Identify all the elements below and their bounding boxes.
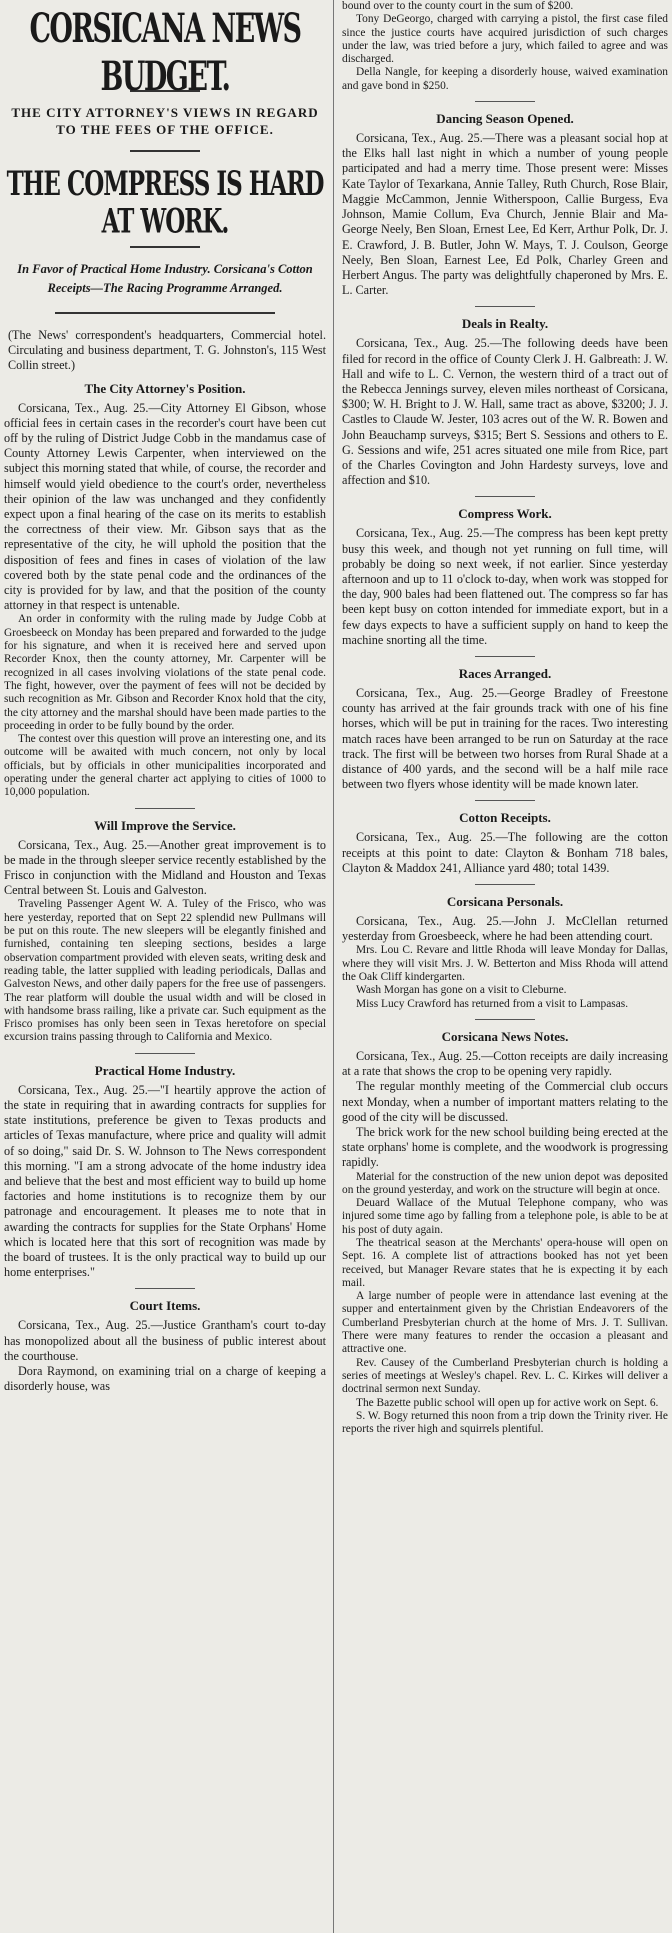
rule bbox=[135, 1053, 195, 1054]
section-title: Cotton Receipts. bbox=[459, 810, 551, 826]
masthead: CORSICANA NEWS BUDGET. bbox=[29, 6, 301, 101]
section-title: Dancing Season Opened. bbox=[436, 111, 574, 127]
section-city-attorney bbox=[0, 380, 330, 800]
court-items-continued bbox=[338, 0, 672, 93]
section-cotton-receipts bbox=[338, 809, 672, 876]
section-title: Will Improve the Service. bbox=[94, 817, 236, 833]
deck-city-attorney: THE CITY ATTORNEY'S VIEWS IN REGARD TO THE FEES OF THE OFFICE. bbox=[11, 105, 319, 137]
rule bbox=[475, 1019, 535, 1020]
paragraph: Corsicana, Tex., Aug. 25.—"I heartily approve the action of the state in requiring that in awarding contracts for supplies for state institutions, preference be given to Texas products and articles of Texas manufacture, where price and quality will admit of so doing," said Dr. S. W. Johnson to The News correspondent this morning. "I am a strong advocate of the home industry idea and believe that the best and most efficient way to build up home factories and home institutions is to recognize them by our patronage and encouragement. It pleases me to note that in awarding the contracts for supplies for the State Orphans' Home which is located here that this sort of recognition was made by the board of trustees. It is the only practical way to build up our home enterprises." bbox=[4, 1082, 326, 1280]
section-title: Races Arranged. bbox=[458, 665, 552, 681]
paragraph: Corsicana, Tex., Aug. 25.—Cotton receipts are daily increasing at a rate that shows the crop to be opening very rapidly. bbox=[342, 1048, 668, 1079]
paragraph: The brick work for the new school building being erected at the state orphans' home is complete, and the woodwork is progressing rapidly. bbox=[342, 1124, 668, 1170]
rule bbox=[135, 808, 195, 809]
rule bbox=[55, 312, 275, 314]
paragraph: Della Nangle, for keeping a disorderly house, waived examination and gave bond in $250. bbox=[342, 66, 668, 92]
left-column bbox=[0, 0, 330, 1933]
section-title: Compress Work. bbox=[458, 506, 552, 522]
rule bbox=[475, 656, 535, 657]
section-title: Corsicana Personals. bbox=[446, 894, 564, 909]
section-compress bbox=[338, 505, 672, 648]
paragraph: Corsicana, Tex., Aug. 25.—John J. McClellan returned yesterday from Groesbeeck, where he had been attending court. bbox=[342, 914, 668, 944]
paragraph: Material for the construction of the new union depot was deposited on the ground yesterday, and work on the structure will begin at once. bbox=[342, 1170, 668, 1196]
paragraph: Miss Lucy Crawford has returned from a visit to Lampasas. bbox=[356, 997, 629, 1010]
paragraph: bound over to the county court in the sum of $200. bbox=[342, 0, 574, 12]
rule bbox=[475, 101, 535, 102]
column-divider bbox=[333, 0, 334, 1933]
paragraph: Corsicana, Tex., Aug. 25.—Justice Grantham's court to-day has monopolized about all the business of public interest about the courthouse. bbox=[4, 1318, 326, 1363]
paragraph: Tony DeGeorgo, charged with carrying a pistol, the first case filed since the justice courts have acquired jurisdiction of such charges under the law, was tried before a jury, which failed to agree and was discharged. bbox=[342, 13, 668, 66]
section-home-industry bbox=[0, 1062, 330, 1281]
deck-compress: THE COMPRESS IS HARD AT WORK. bbox=[6, 164, 324, 242]
paragraph: Deuard Wallace of the Mutual Telephone company, who was injured some time ago by falling from a telephone pole, is able to be at his post of duty again. bbox=[342, 1197, 668, 1236]
paragraph: A large number of people were in attendance last evening at the supper and entertainment given by the Christian Endeavorers of the Cumberland Presbyterian church at the home of Mrs. J. T. Sullivan. There were many features to render the occasion a pleasant and attractive one. bbox=[342, 1290, 668, 1356]
paragraph: An order in conformity with the ruling made by Judge Cobb at Groesbeeck on Monday has been prepared and forwarded to the judge for his signature, and when it is received here and served upon Recorder Knox, then the county attorney, Mr. Carpenter will be recognized in all cases involving violations of the state penal code. The fight, however, over the payment of fees will not be decided by such recognition as Mr. Gibson and Recorder Knox hold that the city, the city attorney and the marshal should have been made parties to the proceeding in order to be fully bound by the order. bbox=[4, 613, 326, 732]
paragraph: Corsicana, Tex., Aug. 25.—George Bradley of Freestone county has arrived at the fair grounds track with one of his fine horses, which will be put in training for the races. Two interesting match races have been arranged to be run on Saturday at the race track. The first will be between two horses from Rural Shade at a distance of 400 yards, and the second will be a half mile race between two flyers whose identity will be made known later. bbox=[342, 685, 668, 792]
section-realty bbox=[338, 315, 672, 488]
section-title: Deals in Realty. bbox=[461, 316, 549, 332]
rule bbox=[475, 884, 535, 885]
rule bbox=[475, 306, 535, 307]
paragraph: Dora Raymond, on examining trial on a charge of keeping a disorderly house, was bbox=[4, 1363, 326, 1394]
section-title: Practical Home Industry. bbox=[94, 1062, 236, 1078]
paragraph: Rev. Causey of the Cumberland Presbyterian church is holding a series of meetings at Wesley's chapel. Rev. L. C. Kirkes will deliver a doctrinal sermon next Sunday. bbox=[342, 1356, 668, 1396]
section-court-items bbox=[0, 1297, 330, 1394]
paragraph: Corsicana, Tex., Aug. 25.—The following are the cotton receipts at this point to date: Clayton & Bonham 718 bales, Clayton & Maddox 241, Alliance yard 480; total 1439. bbox=[342, 830, 668, 875]
section-news-notes bbox=[338, 1028, 672, 1437]
rule bbox=[130, 150, 200, 152]
section-title: The City Attorney's Position. bbox=[84, 380, 246, 396]
rule bbox=[130, 246, 200, 248]
paragraph: The regular monthly meeting of the Commercial club occurs next Monday, when a number of important matters relating to the good of the city will be discussed. bbox=[342, 1079, 668, 1124]
paragraph: Corsicana, Tex., Aug. 25.—The following deeds have been filed for record in the office of County Clerk J. H. Galbreath: J. W. Hall and wife to L. C. Vernon, the western third of a tract out of the Rebecca Jennings survey, eleven miles northeast of Corsicana, $300; W. H. Bright to J. W. Hall, same tract as above, $3200; J. J. Castles to Claude W. Jester, 103 acres out of the W. R. Bowen and John Beauchamp surveys, $315; Bert S. Sessions and others to E. G. Sessions and wife, 251 acres situated one mile from Rice, part of the Charles Covington and John Hardesty surveys, love and affection and $10. bbox=[342, 336, 668, 488]
section-improve-service bbox=[0, 817, 330, 1045]
paragraph: Corsicana, Tex., Aug. 25.—There was a pleasant social hop at the Elks hall last night in which a number of young people participated and had a merry time. Those present were: Misses Kate Taylor of Texarkana, Annie Talley, Ruth Church, Rose Blair, Maggie McCammon, Jennie Witherspoon, Callie Burgess, Eva Johnson, Mamie Collum, Eva Church, Jennie Blair and Ma-George Neely, Ben Sloan, Ernest Lee, Ed Kerr, Arthur Polk, Dr. J. E. Crawford, J. B. Butler, John W. Mays, T. J. Coulson, George Neely, Ben Sloan, Earnest Lee, Ed Polk, Charley Green and Herbert Angus. The party was delightfully chaperoned by Mrs. E. L. Carter. bbox=[342, 131, 668, 298]
rule bbox=[135, 1288, 195, 1289]
section-dancing bbox=[338, 110, 672, 298]
paragraph: Corsicana, Tex., Aug. 25.—Another great improvement is to be made in the through sleeper service recently established by the Frisco in conjunction with the Midland and Houston and Texas Central between St. Louis and Galveston. bbox=[4, 837, 326, 898]
section-title: Corsicana News Notes. bbox=[441, 1028, 569, 1044]
section-title: Court Items. bbox=[129, 1298, 201, 1314]
paragraph: Wash Morgan has gone on a visit to Cleburne. bbox=[356, 984, 567, 997]
paragraph: Traveling Passenger Agent W. A. Tuley of the Frisco, who was here yesterday, reported that on Sept 22 splendid new Pullmans will be put on this route. The new sleepers will be elegantly finished and furnished, containing ten sleeping sections, besides a large observation compartment provided with eleven seats, writing desk and reading table, the latter supplied with leading periodicals, Dallas and Galveston News, and other daily papers for the free use of passengers. The rear platform will double the usual width and will be closed in with handsome brass railing, like a private car. Such equipment as the Frisco promises has only been seen in Texas heretofore on special excursion trains passing through to California and Mexico. bbox=[4, 898, 326, 1044]
paragraph: Mrs. Lou C. Revare and little Rhoda will leave Monday for Dallas, where they will visit Mrs. J. W. Betterton and Miss Rhoda will attend the Oak Cliff kindergarten. bbox=[342, 944, 668, 983]
correspondent-note: (The News' correspondent's headquarters, Commercial hotel. Circulating and business department, T. G. Johnston's, 115 West Collin street.) bbox=[8, 328, 326, 373]
deck-home-industry: In Favor of Practical Home Industry. Corsicana's Cotton Receipts—The Racing Programme Arranged. bbox=[17, 262, 313, 295]
paragraph: S. W. Bogy returned this noon from a trip down the Trinity river. He reports the river high and squirrels plentiful. bbox=[342, 1409, 668, 1436]
paragraph: Corsicana, Tex., Aug. 25.—The compress has been kept pretty busy this week, and though not yet running on full time, will probably be doing so next week, if not earlier. Since yesterday afternoon and up to 11 o'clock to-day, when work was stopped for the day, 900 bales had been flattened out. The compress so far has been kept busy on cotton intended for immediate export, but in a few days expects to have a sufficient supply on hand to keep the machine snorting all the time. bbox=[342, 526, 668, 647]
paragraph: The Bazette public school will open up for active work on Sept. 6. bbox=[356, 1396, 659, 1409]
section-personals bbox=[338, 893, 672, 1011]
rule bbox=[475, 496, 535, 497]
paragraph: Corsicana, Tex., Aug. 25.—City Attorney El Gibson, whose official fees in certain cases in the recorder's court have been cut off by the ruling of District Judge Cobb in the mandamus case of County Attorney Lewis Carpenter, when interviewed on the subject this morning stated that while, of course, the recorder and himself would yield obedience to the court's order, nevertheless their opinion of the law was unchanged and they confidently expect upon a final hearing of the case on its merits to establish the correctness of their view. Mr. Gibson says that as the representative of the city, he will uphold the position that the disposition of fees and fines in cases of violation of the law covered both by the state penal code and the ordinances of the city is provided for by law, and that the position of the county attorney in that respect is untenable. bbox=[4, 400, 326, 613]
rule bbox=[475, 800, 535, 801]
paragraph: The theatrical season at the Merchants' opera-house will open on Sept. 16. A complete list of attractions booked has not yet been received, but Manager Revare states that he is expecting it by each mail. bbox=[342, 1237, 668, 1289]
paragraph: The contest over this question will prove an interesting one, and its outcome will be awaited with much concern, not only by local officials, but by officials in other municipalities incorporated and operating under the general charter act applying to cities of 1000 to 10,000 population. bbox=[4, 733, 326, 799]
right-column bbox=[338, 0, 672, 1933]
section-races bbox=[338, 665, 672, 792]
